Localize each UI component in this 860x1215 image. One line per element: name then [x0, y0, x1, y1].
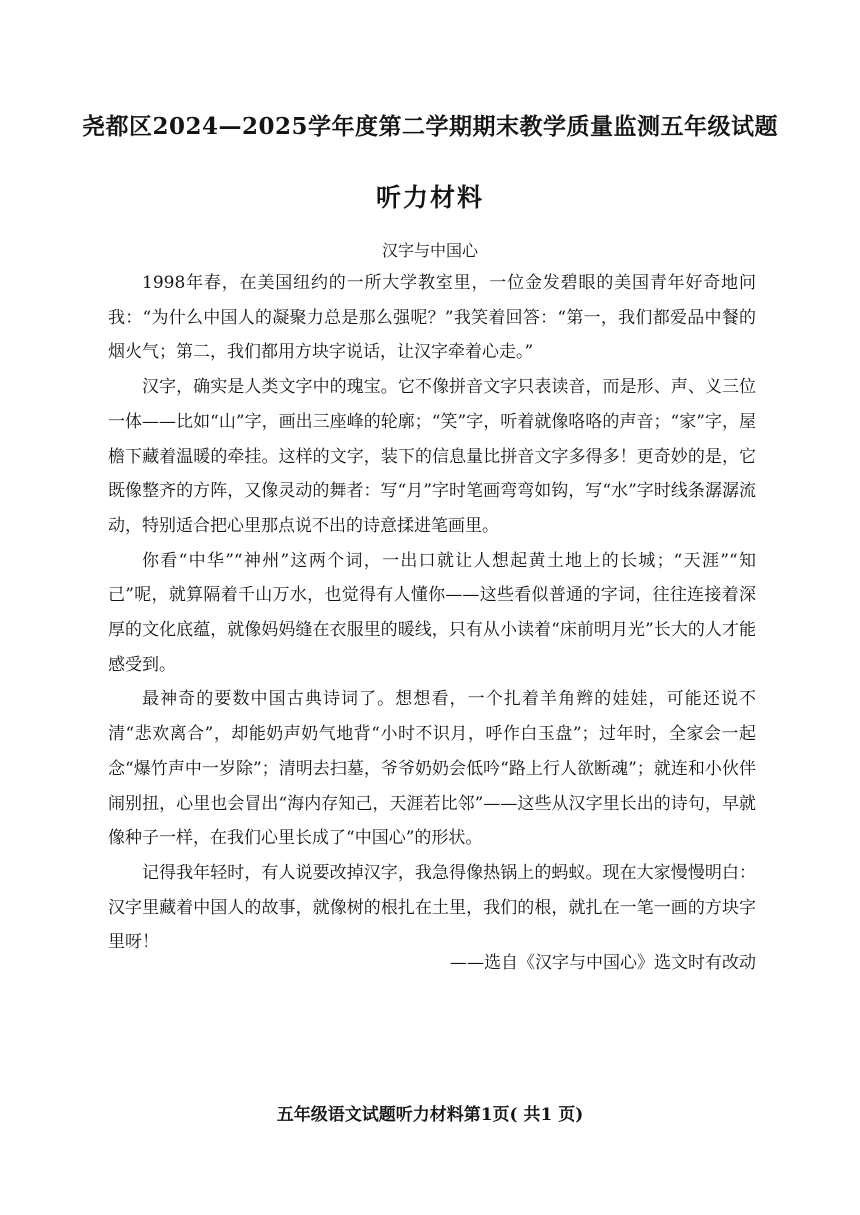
- essay-title: 汉字与中国心: [381, 241, 478, 260]
- section-subtitle: 听力材料: [375, 183, 484, 212]
- source-attribution: ——选自《汉字与中国心》选文时有改动: [450, 953, 756, 973]
- paragraph: 最神奇的要数中国古典诗词了。想想看，一个扎着羊角辫的娃娃，可能还说不清“悲欢离合”，却能奶声奶气地背“小时不识月，呼作白玉盘”；过年时，全家会一起念“爆竹声中一岁除”；清明去扫墓，爷爷奶奶会低吟“路上行人欲断魂”；就连和小伙伴闹别扭，心里也会冒出“海内存知己，天涯若比邻”——这些从汉字里长出的诗句，早就像种子一样，在我们心里长成了“中国心”的形状。: [108, 689, 756, 849]
- paragraph: 1998年春，在美国纽约的一所大学教室里，一位金发碧眼的美国青年好奇地问我：“为什么中国人的凝聚力总是那么强呢？”我笑着回答：“第一，我们都爱品中餐的烟火气；第二，我们都用方块字说话，让汉字牵着心走。”: [108, 273, 756, 363]
- essay-body: [108, 266, 756, 960]
- paragraph: 你看“中华”“神州”这两个词，一出口就让人想起黄土地上的长城；“天涯”“知己”呢，就算隔着千山万水，也觉得有人懂你——这些看似普通的字词，往往连接着深厚的文化底蕴，就像妈妈缝在衣服里的暖线，只有从小读着“床前明月光”长大的人才能感受到。: [108, 550, 756, 675]
- paragraph: 记得我年轻时，有人说要改掉汉字，我急得像热锅上的蚂蚁。现在大家慢慢明白：汉字里藏着中国人的故事，就像树的根扎在土里，我们的根，就扎在一笔一画的方块字里呀！: [108, 862, 756, 953]
- exam-title: 尧都区2024—2025学年度第二学期期末教学质量监测五年级试题: [81, 113, 779, 140]
- paragraph: 汉字，确实是人类文字中的瑰宝。它不像拼音文字只表读音，而是形、声、义三位一体——比如“山”字，画出三座峰的轮廓；“笑”字，听着就像咯咯的声音；“家”字，屋檐下藏着温暖的牵挂。这样的文字，装下的信息量比拼音文字多得多！更奇妙的是，它既像整齐的方阵，又像灵动的舞者：写“月”字时笔画弯弯如钩，写“水”字时线条潺潺流动，特别适合把心里那点说不出的诗意揉进笔画里。: [108, 377, 756, 536]
- page-footer: 五年级语文试题听力材料第1页( 共1 页): [276, 1105, 584, 1125]
